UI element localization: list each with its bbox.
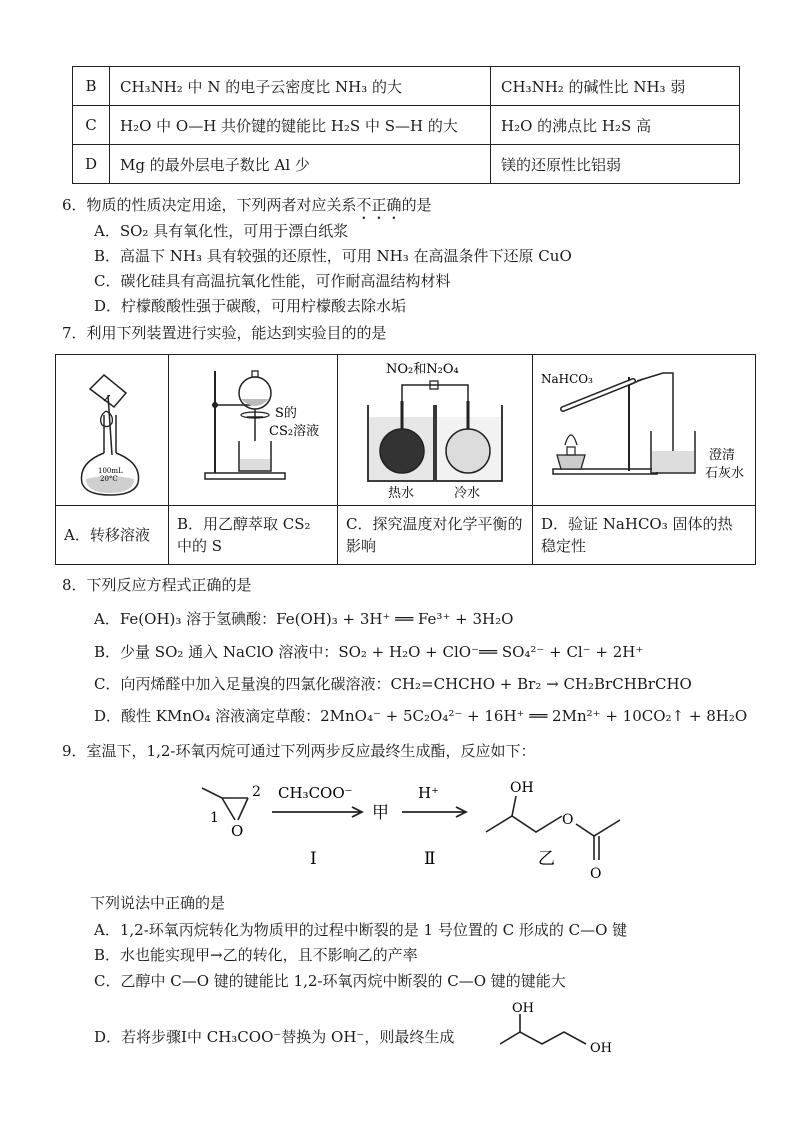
q7-stem: 7．利用下列装置进行实验，能达到实验目的的是 [62, 324, 387, 342]
q8-option-b: B．少量 SO₂ 通入 NaClO 溶液中：SO₂ + H₂O + ClO⁻══ SO₄²⁻ + Cl⁻ + 2H⁺ [94, 643, 644, 661]
caption-a: A．转移溶液 [56, 506, 169, 565]
q9-option-a: A．1,2-环氧丙烷转化为物质甲的过程中断裂的是 1 号位置的 C 形成的 C—O 键 [94, 921, 628, 939]
row-conclusion: CH₃NH₂ 的碱性比 NH₃ 弱 [491, 67, 740, 106]
table-row [73, 67, 740, 106]
row-key: B [73, 67, 110, 106]
reagent-2: H⁺ [418, 784, 439, 802]
q9-option-c: C．乙醇中 C—O 键的键能比 1,2-环氧丙烷中断裂的 C—O 键的键能大 [94, 972, 566, 990]
q6-option-b: B．高温下 NH₃ 具有较强的还原性，可用 NH₃ 在高温条件下还原 CuO [94, 247, 572, 265]
epoxide-o-label: O [231, 822, 244, 840]
caption-c: C．探究温度对化学平衡的影响 [338, 506, 533, 565]
position-2-label: 2 [252, 784, 261, 800]
s-solution-label-2: CS₂溶液 [269, 424, 320, 439]
step-2-label: Ⅱ [424, 849, 436, 869]
gas-label: NO₂和N₂O₄ [386, 362, 459, 377]
diol-oh-2: OH [590, 1041, 612, 1056]
q6-stem-emphasis: 不正确 [356, 196, 402, 214]
q6-option-d: D．柠檬酸酸性强于碳酸，可用柠檬酸去除水垢 [94, 297, 407, 315]
q8-option-a: A．Fe(OH)₃ 溶于氢碘酸：Fe(OH)₃ + 3H⁺ ══ Fe³⁺ + 3H₂O [94, 610, 514, 628]
row-statement: H₂O 中 O—H 共价键的键能比 H₂S 中 S—H 的大 [110, 106, 491, 145]
separatory-funnel-figure [169, 355, 337, 501]
q8-stem: 8．下列反应方程式正确的是 [62, 576, 252, 594]
reagent-1: CH₃COO⁻ [278, 784, 353, 802]
step-1-label: Ⅰ [310, 849, 317, 869]
q9-sub: 下列说法中正确的是 [90, 894, 226, 912]
equilibrium-flasks-figure [338, 355, 532, 501]
row-statement: CH₃NH₂ 中 N 的电子云密度比 NH₃ 的大 [110, 67, 491, 106]
s-solution-label-1: S的 [275, 406, 297, 421]
q7-table [55, 354, 756, 565]
cold-water-label: 冷水 [454, 486, 481, 501]
ester-o-label: O [562, 812, 574, 828]
product-label: 乙 [538, 849, 555, 869]
q6-option-c: C．碳化硅具有高温抗氧化性能，可作耐高温结构材料 [94, 272, 451, 290]
flask-temp-label: 20°C [100, 475, 118, 483]
row-conclusion: 镁的还原性比铝弱 [491, 145, 740, 184]
fig-b-cell [169, 355, 338, 506]
caption-b: B．用乙醇萃取 CS₂ 中的 S [169, 506, 338, 565]
fig-a-cell [56, 355, 169, 506]
caption-d: D．验证 NaHCO₃ 固体的热稳定性 [533, 506, 756, 565]
q6-stem-end: 的是 [401, 196, 432, 214]
q9-option-d: D．若将步骤Ⅰ中 CH₃COO⁻替换为 OH⁻，则最终生成 [94, 1028, 455, 1046]
flask-volume-label: 100mL [98, 467, 123, 475]
q6-stem-text: 6．物质的性质决定用途，下列两者对应关系 [62, 196, 357, 214]
product-oh-label: OH [510, 780, 534, 796]
carbonyl-o-label: O [590, 866, 602, 882]
q8-option-c: C．向丙烯醛中加入足量溴的四氯化碳溶液：CH₂=CHCHO + Br₂ → CH₂BrCHBrCHO [94, 675, 692, 693]
limewater-label-1: 澄清 [709, 448, 736, 463]
q6-stem [62, 194, 432, 223]
table-row [73, 106, 740, 145]
diol-structure [494, 1000, 634, 1066]
q9-stem: 9．室温下，1,2-环氧丙烷可通过下列两步反应最终生成酯，反应如下： [62, 742, 536, 760]
q6-option-a: A．SO₂ 具有氧化性，可用于漂白纸浆 [94, 222, 349, 240]
q5-table [72, 66, 740, 184]
reaction-scheme [180, 764, 660, 886]
nahco3-label: NaHCO₃ [541, 372, 593, 386]
row-key: D [73, 145, 110, 184]
intermediate-label: 甲 [372, 803, 389, 823]
volumetric-flask-figure [56, 355, 168, 501]
heating-tube-figure [533, 355, 755, 501]
limewater-label-2: 石灰水 [705, 466, 745, 481]
row-key: C [73, 106, 110, 145]
q8-option-d: D．酸性 KMnO₄ 溶液滴定草酸：2MnO₄⁻ + 5C₂O₄²⁻ + 16H⁺ ══ 2Mn²⁺ + 10CO₂↑ + 8H₂O [94, 707, 748, 725]
position-1-label: 1 [210, 810, 219, 826]
row-statement: Mg 的最外层电子数比 Al 少 [110, 145, 491, 184]
diol-oh-1: OH [512, 1001, 534, 1016]
fig-c-cell [338, 355, 533, 506]
fig-d-cell [533, 355, 756, 506]
table-row [73, 145, 740, 184]
q9-option-b: B．水也能实现甲→乙的转化，且不影响乙的产率 [94, 946, 418, 964]
hot-water-label: 热水 [388, 486, 415, 501]
row-conclusion: H₂O 的沸点比 H₂S 高 [491, 106, 740, 145]
